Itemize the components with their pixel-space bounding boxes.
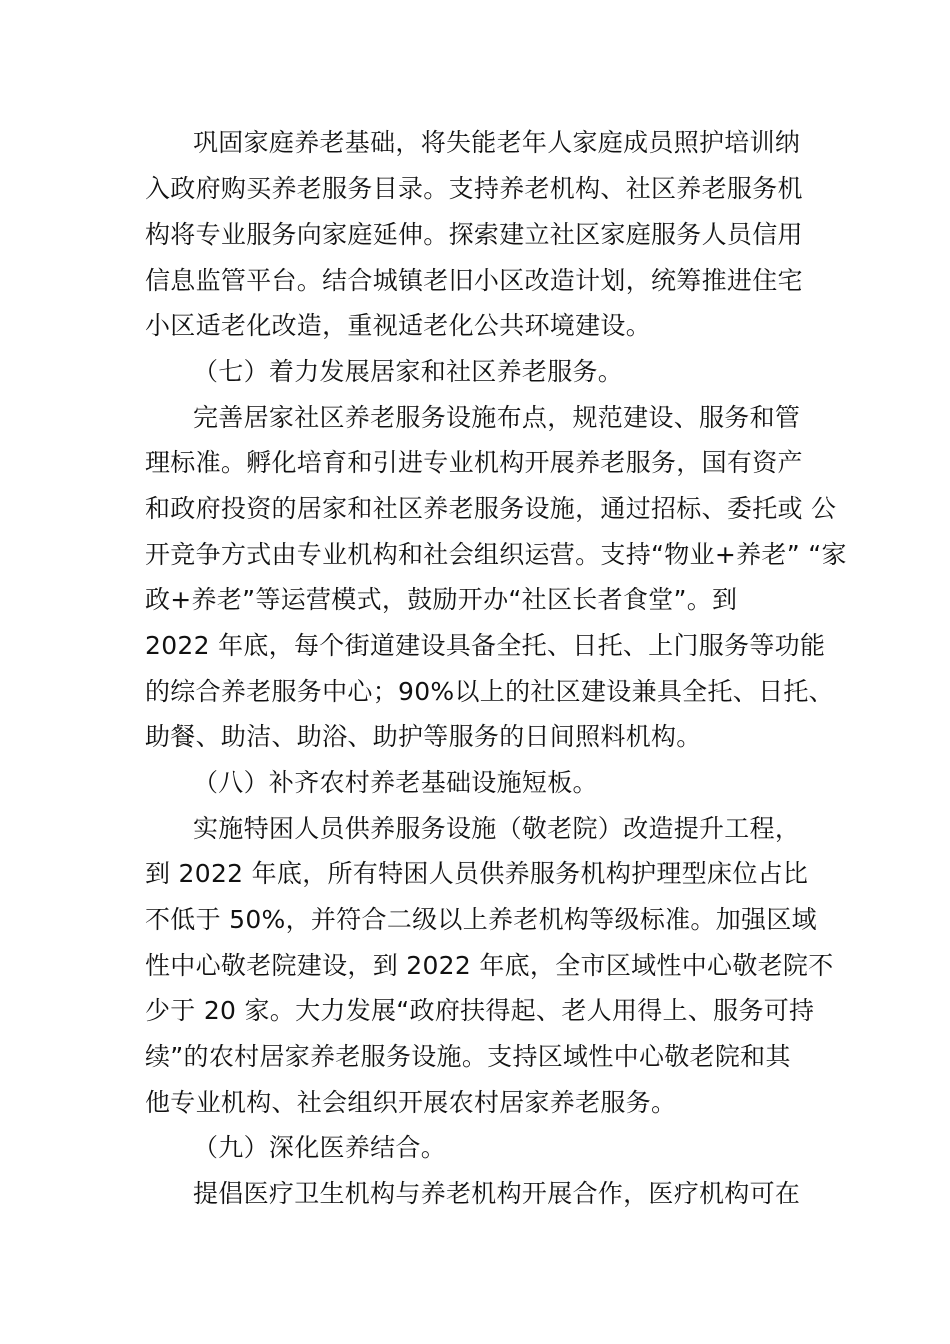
section-heading: （七）着力发展居家和社区养老服务。 bbox=[193, 357, 624, 386]
paragraph-line: 的综合养老服务中心；90%以上的社区建设兼具全托、日托、 bbox=[145, 677, 834, 706]
paragraph-line: 构将专业服务向家庭延伸。探索建立社区家庭服务人员信用 bbox=[145, 220, 803, 249]
paragraph-line: 到 2022 年底，所有特困人员供养服务机构护理型床位占比 bbox=[145, 859, 809, 888]
paragraph-line: 巩固家庭养老基础，将失能老年人家庭成员照护培训纳 bbox=[193, 128, 801, 157]
paragraph-line: 小区适老化改造，重视适老化公共环境建设。 bbox=[145, 311, 652, 340]
paragraph-line: 续”的农村居家养老服务设施。支持区域性中心敬老院和其 bbox=[145, 1042, 791, 1071]
paragraph-line: 2022 年底，每个街道建设具备全托、日托、上门服务等功能 bbox=[145, 631, 826, 660]
paragraph-line: 信息监管平台。结合城镇老旧小区改造计划，统筹推进住宅 bbox=[145, 266, 803, 295]
paragraph-line: 开竞争方式由专业机构和社会组织运营。支持“物业+养老” “家 bbox=[145, 540, 847, 569]
paragraph-line: 性中心敬老院建设，到 2022 年底，全市区域性中心敬老院不 bbox=[145, 951, 834, 980]
paragraph-line: 不低于 50%，并符合二级以上养老机构等级标准。加强区域 bbox=[145, 905, 817, 934]
paragraph-line: 提倡医疗卫生机构与养老机构开展合作，医疗机构可在 bbox=[193, 1179, 801, 1208]
paragraph-line: 助餐、助洁、助浴、助护等服务的日间照料机构。 bbox=[145, 722, 702, 751]
paragraph-line: 和政府投资的居家和社区养老服务设施，通过招标、委托或 公 bbox=[145, 494, 837, 523]
paragraph-line: 完善居家社区养老服务设施布点，规范建设、服务和管 bbox=[193, 403, 801, 432]
paragraph-line: 实施特困人员供养服务设施（敬老院）改造提升工程， bbox=[193, 814, 801, 843]
paragraph-line: 他专业机构、社会组织开展农村居家养老服务。 bbox=[145, 1088, 677, 1117]
paragraph-line: 政+养老”等运营模式，鼓励开办“社区长者食堂”。到 bbox=[145, 585, 738, 614]
paragraph-line: 入政府购买养老服务目录。支持养老机构、社区养老服务机 bbox=[145, 174, 803, 203]
paragraph-line: 少于 20 家。大力发展“政府扶得起、老人用得上、服务可持 bbox=[145, 996, 815, 1025]
paragraph-line: 理标准。孵化培育和引进专业机构开展养老服务，国有资产 bbox=[145, 448, 803, 477]
section-heading: （九）深化医养结合。 bbox=[193, 1133, 447, 1162]
section-heading: （八）补齐农村养老基础设施短板。 bbox=[193, 768, 598, 797]
